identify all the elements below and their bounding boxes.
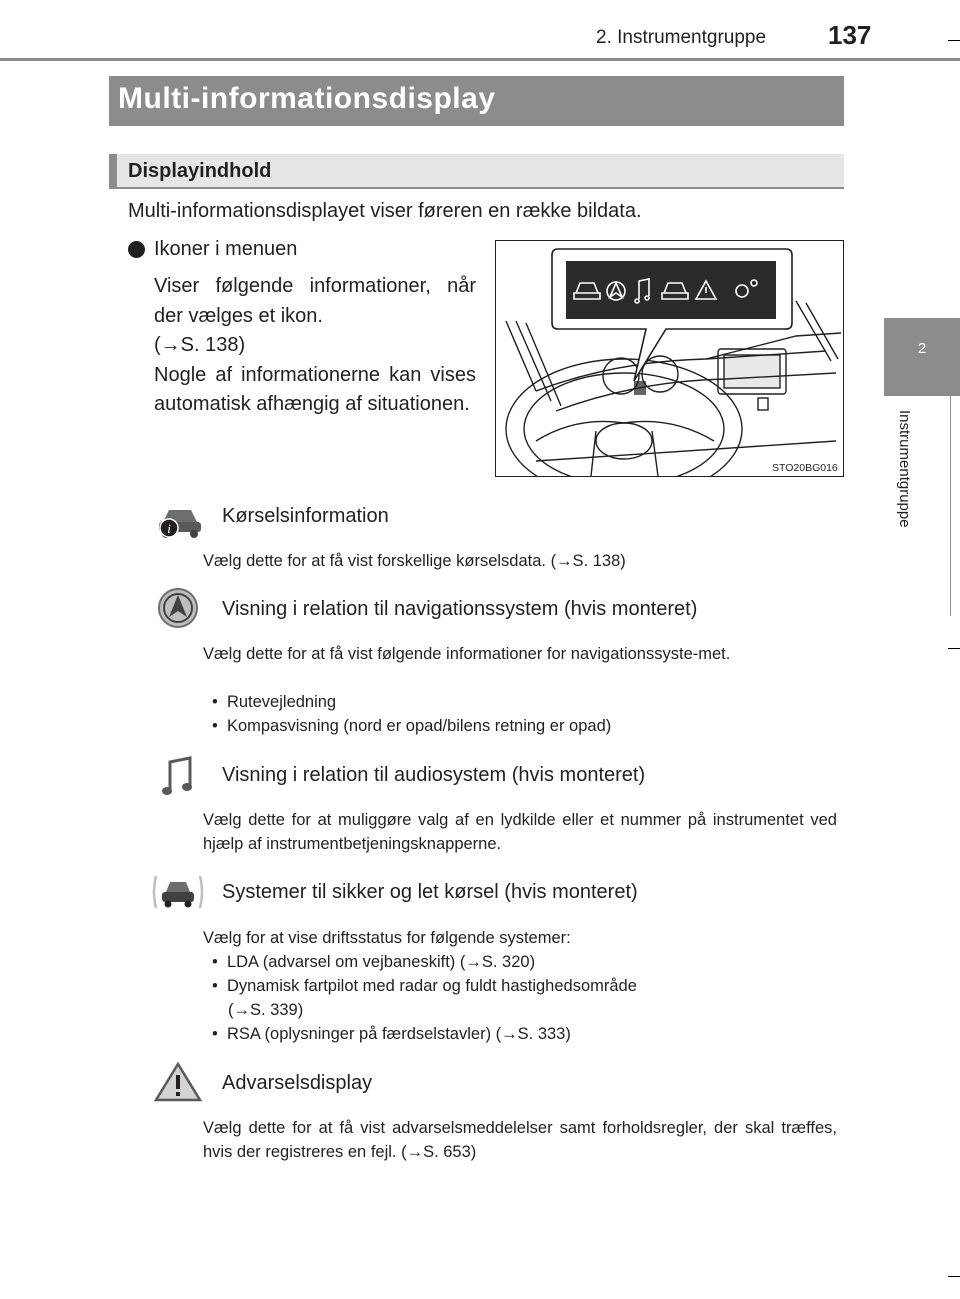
page-title: Multi-informationsdisplay: [118, 82, 496, 115]
list-item: • Rutevejledning: [212, 693, 337, 711]
crop-mark: [948, 1276, 960, 1277]
running-header-section: 2. Instrumentgruppe: [596, 27, 767, 48]
entry-heading: Visning i relation til audiosystem (hvis monteret): [222, 764, 646, 786]
list-item: • LDA (advarsel om vejbaneskift) (→S. 320): [212, 953, 536, 971]
entry-heading: Kørselsinformation: [222, 505, 389, 527]
subsection-marker: [109, 154, 117, 187]
subsection-heading: Displayindhold: [128, 160, 272, 182]
illustration-code: STO20BG016: [772, 462, 838, 474]
chapter-tab-line: [950, 396, 951, 616]
entry-heading: Systemer til sikker og let kørsel (hvis monteret): [222, 881, 638, 903]
bullet-dot: [128, 241, 145, 258]
dashboard-illustration: [495, 240, 844, 477]
entry-text: Vælg dette for at muliggøre valg af en lydkilde eller et nummer på instrumentet ved hjælp af instrumentbetjeningsknapperne.: [203, 811, 837, 853]
subsection-rule: [109, 187, 844, 189]
entry-heading: Visning i relation til navigationssystem (hvis monteret): [222, 598, 698, 620]
driving-assist-icon: [152, 870, 204, 914]
bullet-paragraph: [154, 272, 476, 420]
entry-text: Vælg dette for at få vist følgende informationer for navigationssyste-met.: [203, 645, 731, 663]
chapter-tab-label: Instrumentgruppe: [896, 410, 913, 528]
dashboard-drawing: [496, 241, 843, 476]
music-note-icon: [160, 754, 196, 798]
crop-mark: [948, 648, 960, 649]
entry-heading: Advarselsdisplay: [222, 1072, 373, 1094]
entry-text: Vælg dette for at få vist advarselsmeddelelser samt forholdsregler, der skal træffes, hvis der registreres en fejl. (→S. 653): [203, 1119, 837, 1161]
entry-text: Vælg for at vise driftsstatus for følgende systemer:: [203, 929, 571, 947]
list-item: • Dynamisk fartpilot med radar og fuldt hastighedsområde: [212, 977, 637, 995]
bullet-heading: Ikoner i menuen: [154, 238, 298, 260]
warning-icon: [152, 1060, 204, 1104]
svg-text:i: i: [167, 521, 171, 536]
header-rule: [0, 58, 960, 61]
list-item-continuation: (→S. 339): [228, 1001, 304, 1019]
crop-mark: [948, 40, 960, 41]
page-number: 137: [828, 20, 872, 50]
chapter-tab-number: 2: [917, 340, 927, 357]
chapter-tab: [884, 318, 960, 396]
list-item: • Kompasvisning (nord er opad/bilens retning er opad): [212, 717, 612, 735]
car-info-icon: [153, 500, 205, 540]
bullet-line-1: Viser følgende informationer, når der vælges et ikon.: [154, 275, 476, 327]
entry-text: Vælg dette for at få vist forskellige kørselsdata. (→S. 138): [203, 552, 626, 570]
bullet-ref: (→S. 138): [154, 334, 246, 357]
intro-text: Multi-informationsdisplayet viser føreren en række bildata.: [128, 200, 642, 222]
navigation-icon: [156, 584, 200, 632]
list-item: • RSA (oplysninger på færdselstavler) (→S. 333): [212, 1025, 571, 1043]
bullet-line-2: Nogle af informationerne kan vises automatisk afhængig af situationen.: [154, 363, 476, 416]
